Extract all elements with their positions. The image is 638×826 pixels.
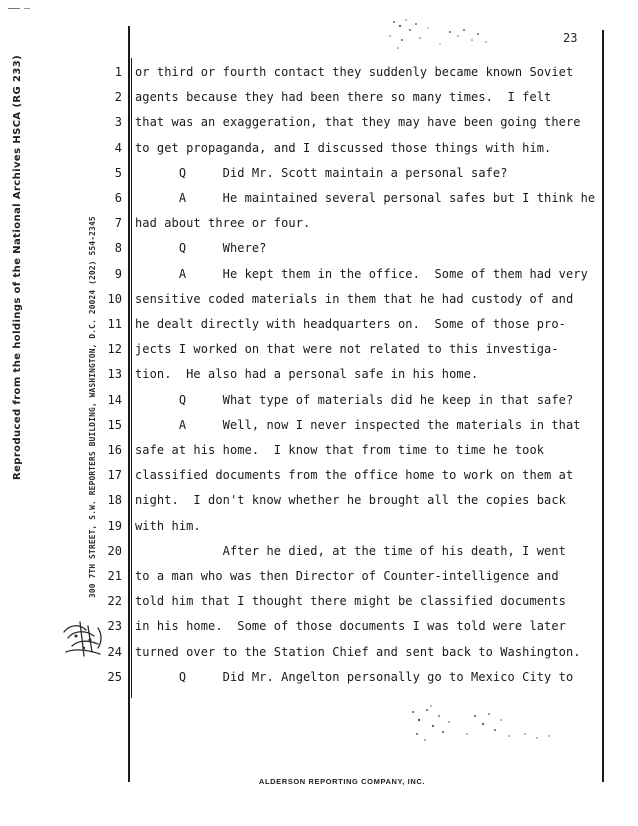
transcript-line bbox=[0, 315, 600, 335]
line-text: safe at his home. I know that from time to time he took bbox=[135, 443, 545, 457]
line-number: 23 bbox=[107, 619, 122, 634]
line-text: sensitive coded materials in them that he had custody of and bbox=[135, 291, 574, 306]
line-text: or third or fourth contact they suddenly became known Soviet bbox=[135, 65, 574, 79]
line-text: A He kept them in the office. Some of them had very bbox=[135, 266, 588, 281]
line-number: 1 bbox=[114, 65, 122, 79]
line-text: in his home. Some of those documents I was told were later bbox=[135, 619, 566, 634]
line-text: agents because they had been there so many times. I felt bbox=[135, 90, 552, 105]
right-margin-rule bbox=[602, 30, 604, 782]
transcript-line bbox=[0, 416, 600, 436]
line-text: jects I worked on that were not related to this investiga- bbox=[135, 342, 559, 357]
line-number: 21 bbox=[107, 569, 122, 583]
transcript-line bbox=[0, 668, 600, 688]
line-number: 19 bbox=[107, 518, 122, 533]
transcript-line bbox=[0, 542, 600, 562]
line-text: classified documents from the office home to work on them at bbox=[135, 468, 574, 483]
line-number: 25 bbox=[107, 669, 122, 684]
transcript-line bbox=[0, 491, 600, 511]
line-number: 8 bbox=[114, 241, 122, 256]
line-text: to get propaganda, and I discussed those things with him. bbox=[135, 140, 552, 155]
line-text: with him. bbox=[135, 518, 201, 533]
transcript-line bbox=[0, 466, 600, 486]
corner-mark bbox=[8, 8, 20, 9]
transcript-line bbox=[0, 290, 600, 310]
transcript-line bbox=[0, 214, 600, 234]
page-number: 23 bbox=[563, 31, 578, 45]
scan-noise-bottom bbox=[405, 700, 565, 750]
transcript-line bbox=[0, 113, 600, 133]
archive-source-note: Reproduced from the holdings of the National Archives HSCA (RG 233) bbox=[12, 54, 23, 480]
transcript-line bbox=[0, 441, 600, 461]
line-text: After he died, at the time of his death, I went bbox=[135, 543, 566, 558]
line-number: 4 bbox=[114, 140, 122, 155]
line-number: 9 bbox=[114, 266, 122, 281]
line-text: tion. He also had a personal safe in his home. bbox=[135, 367, 479, 382]
transcript-line bbox=[0, 189, 600, 209]
corner-mark bbox=[24, 8, 30, 9]
transcript-line bbox=[0, 567, 600, 587]
transcript-line bbox=[0, 139, 600, 159]
reporter-address: 300 7TH STREET, S.W. REPORTERS BUILDING, WASHINGTON, D.C. 20024 (202) 554-2345 bbox=[88, 216, 97, 598]
line-number: 22 bbox=[107, 594, 122, 609]
line-number: 5 bbox=[114, 165, 122, 180]
line-text: Q Where? bbox=[135, 241, 267, 256]
line-text: A He maintained several personal safes but I think he bbox=[135, 191, 596, 205]
footer-text: ALDERSON REPORTING COMPANY, INC. bbox=[258, 777, 426, 786]
line-number: 10 bbox=[107, 291, 122, 306]
line-text: he dealt directly with headquarters on. Some of those pro- bbox=[135, 317, 566, 331]
line-number: 16 bbox=[107, 443, 122, 457]
line-text: had about three or four. bbox=[135, 216, 311, 231]
line-number: 2 bbox=[114, 90, 122, 105]
line-number: 7 bbox=[114, 216, 122, 231]
transcript-line bbox=[0, 365, 600, 385]
transcript-line bbox=[0, 88, 600, 108]
line-text: Q Did Mr. Angelton personally go to Mexico City to bbox=[135, 669, 574, 684]
scan-noise-top bbox=[380, 12, 500, 56]
line-number: 14 bbox=[107, 392, 122, 407]
reporting-company-footer bbox=[0, 777, 638, 786]
line-number: 20 bbox=[107, 543, 122, 558]
line-text: Q What type of materials did he keep in that safe? bbox=[135, 392, 574, 407]
line-text: told him that I thought there might be classified documents bbox=[135, 594, 566, 609]
line-number: 3 bbox=[114, 115, 122, 130]
transcript-line bbox=[0, 340, 600, 360]
transcript-line bbox=[0, 164, 600, 184]
line-number: 13 bbox=[107, 367, 122, 382]
line-text: turned over to the Station Chief and sent back to Washington. bbox=[135, 644, 581, 659]
line-number: 11 bbox=[107, 317, 122, 331]
transcript-line bbox=[0, 517, 600, 537]
transcript-line bbox=[0, 592, 600, 612]
line-number: 12 bbox=[107, 342, 122, 357]
line-text: A Well, now I never inspected the materials in that bbox=[135, 417, 581, 432]
line-text: Q Did Mr. Scott maintain a personal safe? bbox=[135, 165, 508, 180]
line-number: 15 bbox=[107, 417, 122, 432]
line-number: 24 bbox=[107, 644, 122, 659]
transcript-line bbox=[0, 265, 600, 285]
line-text: night. I don't know whether he brought all the copies back bbox=[135, 493, 566, 508]
transcript-line bbox=[0, 239, 600, 259]
transcript-line bbox=[0, 63, 600, 83]
line-number: 17 bbox=[107, 468, 122, 483]
transcript-line bbox=[0, 391, 600, 411]
reporter-seal-icon bbox=[58, 618, 108, 660]
line-number: 18 bbox=[107, 493, 122, 508]
line-text: to a man who was then Director of Counter-intelligence and bbox=[135, 569, 559, 583]
line-number: 6 bbox=[114, 191, 122, 205]
line-text: that was an exaggeration, that they may have been going there bbox=[135, 115, 581, 130]
